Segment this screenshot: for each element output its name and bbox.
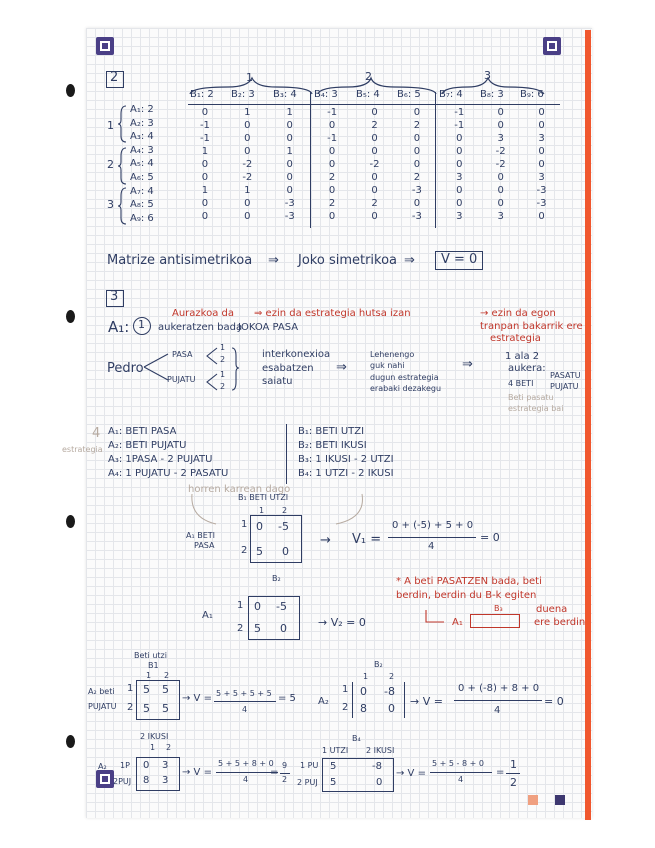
row-index: 1 PU	[300, 761, 319, 770]
red-note: tranpan bakarrik ere	[480, 321, 583, 332]
game-value: V = 0	[441, 252, 478, 267]
matrix-cell: 0	[328, 159, 336, 170]
matrix-cell: 0	[413, 159, 421, 170]
value-result: = 0	[480, 531, 500, 544]
strategy-item: B₁: BETI UTZI	[298, 426, 365, 437]
matrix-cell: 2	[413, 172, 421, 183]
row-label: A₄: 3	[130, 144, 154, 156]
fraction-denominator: 4	[242, 705, 248, 714]
strategy-item: A₁: BETI PASA	[108, 426, 177, 437]
row-group-label: 3	[107, 198, 114, 211]
value-label: → V =	[410, 695, 443, 708]
matrix-row	[184, 184, 562, 197]
section-number: 3	[110, 289, 119, 304]
matrix-cell: 0	[201, 211, 209, 222]
column-index: 2	[282, 506, 288, 515]
row-label: A₉: 6	[130, 212, 154, 224]
matrix-cell: 0	[456, 159, 463, 170]
red-box	[470, 614, 520, 628]
matrix-cell: -2	[242, 159, 253, 170]
matrix-title: Beti utzi	[134, 651, 167, 660]
matrix-row	[184, 171, 562, 184]
faded-note: estrategia bai	[508, 404, 564, 413]
row-index: 1	[237, 600, 244, 611]
matrix-cell: 0	[328, 211, 336, 222]
column-index: 2	[164, 671, 170, 680]
red-note: B₃	[494, 604, 503, 613]
matrix-cell: -3	[284, 198, 295, 209]
brace	[230, 346, 240, 392]
red-note: ⇒ ezin da estrategia hutsa izan	[254, 308, 411, 319]
matrix-cell: -2	[242, 172, 253, 183]
matrix-cell: 0	[244, 146, 251, 157]
matrix-cell: 5	[330, 777, 337, 788]
note-text: PUJATU	[550, 382, 579, 391]
red-note: estrategia	[490, 333, 541, 344]
red-note: berdin, berdin du B-k egiten	[396, 590, 537, 601]
matrix-row	[184, 119, 562, 132]
row-label: A₂: 3	[130, 117, 154, 129]
column-header: B₁: 2	[190, 89, 214, 100]
fraction-denominator: 4	[428, 541, 435, 552]
faded-note: Beti pasatu	[508, 393, 554, 402]
matrix-cell: 0	[254, 600, 261, 613]
matrix-cell: 0	[201, 172, 209, 183]
matrix-title: 2 IKUSI	[140, 732, 169, 741]
note-text: 4 BETI	[508, 379, 534, 388]
matrix-cell: 8	[360, 702, 367, 715]
a-strategies	[108, 427, 228, 483]
fraction-bar	[280, 773, 290, 774]
matrix-cell: 0	[538, 146, 545, 157]
matrix-title: B₁ BETI UTZI	[238, 493, 289, 502]
fraction-denominator: 4	[243, 775, 249, 784]
column-index: 1	[363, 672, 369, 681]
player-name: Pedro	[107, 361, 144, 376]
matrix-cell: -3	[411, 185, 422, 196]
value-result: → V₂ = 0	[318, 616, 366, 629]
matrix-cell: 3	[162, 775, 169, 786]
red-note: * A beti PASATZEN bada, beti	[396, 576, 542, 587]
matrix-side-label: A₂	[98, 762, 107, 771]
matrix-cell: 0	[286, 133, 293, 144]
row-index: 1	[342, 684, 349, 695]
header-rule	[188, 104, 560, 105]
matrix-cell: 0	[538, 120, 545, 131]
matrix-cell: 0	[328, 185, 336, 196]
note-block	[262, 350, 330, 388]
matrix-side-label: PASA	[194, 541, 215, 550]
matrix-cell: 0	[282, 545, 289, 558]
matrix-cell: 1	[201, 146, 209, 157]
matrix-cell: 5	[256, 545, 263, 558]
matrix-cell: -2	[369, 159, 380, 170]
value-label: → V =	[396, 768, 426, 779]
fraction-numerator: 9	[282, 761, 288, 770]
red-note: Aurazkoa da	[172, 308, 235, 319]
matrix-cell: 5	[162, 702, 169, 715]
row-label: A₇: 4	[130, 185, 154, 197]
matrix-cell: -1	[327, 133, 338, 144]
strategy-item: B₄: 1 UTZI - 2 IKUSI	[298, 468, 394, 479]
column-header: B₆: 5	[397, 89, 421, 100]
group-label: 3	[484, 69, 491, 82]
matrix-cell: 0	[371, 185, 378, 196]
matrix-cell: -3	[284, 211, 295, 222]
matrix-cell: 2	[371, 198, 378, 209]
matrix-cell: 0	[413, 133, 421, 144]
fraction-bar	[216, 772, 278, 773]
matrix-cell: 0	[286, 159, 293, 170]
column-header: B₅: 4	[356, 89, 380, 100]
matrix-cell: 0	[328, 146, 336, 157]
note-line: Lehenengo	[370, 350, 415, 359]
note-text: JOKOA PASA	[238, 322, 299, 333]
fraction-denominator: 2	[510, 776, 517, 789]
note-line: interkonexioa	[262, 349, 331, 360]
matrix-cell: -3	[536, 185, 547, 196]
value-result: =	[270, 767, 279, 778]
fraction-numerator: 5 + 5 + 5 + 5	[216, 689, 272, 698]
matrix-cell: 0	[286, 185, 293, 196]
matrix-cell: 0	[456, 185, 463, 196]
column-header: B₂: 3	[231, 89, 255, 100]
column-index: 2	[166, 743, 172, 752]
matrix-cell: 0	[413, 198, 421, 209]
matrix-cell: 0	[280, 622, 287, 635]
matrix-cell: 0	[497, 120, 504, 131]
corner-square-icon	[528, 795, 538, 805]
strategy-item: A₄: 1 PUJATU - 2 PASATU	[108, 468, 229, 479]
card-number: 2	[220, 355, 226, 364]
matrix-cell: 5	[254, 622, 261, 635]
corner-mark-icon	[543, 37, 561, 55]
row-index: 1	[127, 683, 134, 694]
matrix-cell: 0	[244, 198, 251, 209]
matrix-cell: -2	[495, 159, 506, 170]
matrix-side-label: A₂ beti	[88, 687, 115, 696]
matrix-cell: 5	[143, 683, 150, 696]
matrix-cell: 3	[162, 760, 169, 771]
matrix-cell: 8	[143, 775, 150, 786]
corner-square-icon	[555, 795, 565, 805]
red-note: → ezin da egon	[480, 308, 556, 319]
matrix-side-label: PUJATU	[88, 702, 117, 711]
matrix-cell: 0	[388, 702, 395, 715]
branch-label: PASA	[172, 350, 193, 359]
matrix-cell: 3	[456, 172, 463, 183]
matrix-cell: 5	[330, 761, 337, 772]
matrix-cell: 0	[286, 120, 293, 131]
matrix-cell: 0	[538, 159, 545, 170]
b-strategies	[298, 427, 394, 483]
matrix-cell: 0	[201, 107, 209, 118]
matrix-cell: 0	[376, 777, 383, 788]
matrix-title: B₂	[374, 660, 383, 669]
column-header: B₉: 6	[520, 89, 544, 100]
column-header: B₃: 4	[273, 89, 297, 100]
card-number: 1	[220, 370, 226, 379]
matrix-row	[184, 197, 562, 210]
red-note: A₁	[452, 617, 463, 628]
matrix-cell: 0	[538, 211, 545, 222]
fraction-numerator: 0 + (-8) + 8 + 0	[458, 683, 540, 694]
matrix-cell: -5	[278, 520, 289, 533]
matrix-cell: -1	[199, 133, 210, 144]
margin-line	[585, 30, 591, 820]
matrix-cell: 0	[201, 159, 209, 170]
value-label: V₁ =	[352, 532, 382, 547]
note-text: aukera:	[508, 363, 546, 374]
column-headers	[190, 90, 562, 104]
punch-hole	[66, 310, 75, 323]
fraction-bar	[506, 773, 520, 774]
matrix-cell: 1	[286, 146, 293, 157]
strategy-item: A₃: 1PASA - 2 PUJATU	[108, 454, 213, 465]
matrix-cell: 0	[371, 211, 378, 222]
corner-mark-icon	[96, 770, 114, 788]
red-note: ere berdin	[534, 617, 586, 628]
card-number: 1	[220, 343, 226, 352]
matrix-cell: 0	[456, 133, 463, 144]
fraction-numerator: 5 + 5 + 8 + 0	[218, 759, 274, 768]
note-text: PASATU	[550, 371, 581, 380]
matrix-cell: -8	[372, 761, 382, 772]
matrix-side-label: A₁ BETI	[186, 531, 216, 540]
row-label: A₃: 4	[130, 131, 154, 143]
matrix-cell: 0	[256, 520, 263, 533]
matrix-cell: 5	[143, 702, 150, 715]
fraction-numerator: 1	[510, 758, 517, 771]
column-index: 1	[259, 506, 265, 515]
matrix-cell: 0	[371, 172, 378, 183]
matrix-row	[184, 145, 562, 158]
matrix-cell: 3	[538, 133, 545, 144]
matrix-cell: 0	[371, 146, 378, 157]
implies-arrow: ⇒	[462, 357, 473, 372]
row-index: 2	[342, 702, 349, 713]
matrix-cell: 0	[538, 107, 545, 118]
fraction-denominator: 4	[494, 705, 501, 716]
matrix-row	[184, 106, 562, 119]
matrix-row	[184, 210, 562, 223]
matrix-cell: 0	[456, 146, 463, 157]
matrix-cell: 0	[497, 185, 504, 196]
faded-note: 4	[92, 426, 101, 441]
matrix-title: B₄	[352, 734, 361, 743]
circled-number: 1	[138, 318, 145, 331]
row-index: 2	[237, 623, 244, 634]
matrix-cell: 0	[360, 685, 367, 698]
row-label: A₁: 2	[130, 104, 154, 115]
punch-hole	[66, 735, 75, 748]
fraction-bar	[430, 772, 492, 773]
strategy-label: A₁:	[108, 318, 130, 336]
matrix-cell: -5	[276, 600, 287, 613]
matrix-cell: 1	[201, 185, 209, 196]
note-line: erabaki dezakegu	[370, 384, 442, 394]
matrix-row	[184, 132, 562, 145]
matrix-cell: 0	[143, 760, 150, 771]
fraction-bar	[454, 700, 542, 701]
matrix-cell: 0	[456, 198, 463, 209]
card-number: 2	[220, 382, 226, 391]
matrix-cell: 2	[328, 172, 336, 183]
matrix-cell: 0	[201, 198, 209, 209]
note-text: aukeratzen bada	[158, 322, 243, 333]
row-index: 1	[241, 519, 248, 530]
matrix-cell: 1	[244, 107, 251, 118]
branch-label: PUJATU	[167, 375, 196, 384]
column-header: B₇: 4	[439, 89, 463, 100]
red-note-block	[396, 577, 567, 616]
matrix-title: B₂	[272, 574, 281, 583]
matrix-side-label: A₁	[202, 610, 213, 621]
matrix-cell: 1	[286, 107, 293, 118]
fraction-denominator: 2	[282, 775, 288, 784]
fraction-numerator: 5 + 5 - 8 + 0	[432, 759, 484, 768]
row-braces	[118, 104, 128, 232]
punch-hole	[66, 515, 75, 528]
strategy-item: B₃: 1 IKUSI - 2 UTZI	[298, 454, 394, 465]
matrix-cell: 3	[456, 211, 463, 222]
matrix-cell: 2	[413, 120, 421, 131]
row-index: 2PUJ	[113, 777, 132, 786]
note-text: 1 ala 2	[505, 351, 540, 362]
value-label: → V =	[182, 767, 212, 778]
value-result: =	[496, 767, 505, 778]
row-labels	[130, 105, 170, 227]
matrix-cell: 0	[328, 120, 336, 131]
group-label: 2	[365, 70, 372, 83]
row-group-label: 2	[107, 158, 114, 171]
matrix-cell: 0	[497, 198, 504, 209]
column-index: 1	[150, 743, 156, 752]
red-arrow	[424, 610, 448, 626]
column-index: 2	[389, 672, 395, 681]
conclusion-text: Joko simetrikoa	[298, 253, 398, 268]
row-label: A₈: 5	[130, 199, 154, 211]
matrix-cell: 0	[371, 107, 378, 118]
column-label: 1 UTZI	[322, 746, 349, 755]
column-header: B₈: 3	[480, 89, 504, 100]
matrix-cell: 0	[244, 133, 251, 144]
matrix-cell: 0	[497, 172, 504, 183]
note-block	[370, 351, 441, 394]
column-index: 1	[146, 671, 152, 680]
matrix-row	[184, 158, 562, 171]
arrow: →	[320, 533, 331, 548]
note-line: esabatzen	[262, 362, 314, 374]
matrix-cell: 3	[538, 172, 545, 183]
note-line: dugun estrategia	[370, 372, 439, 382]
implies-arrow: ⇒	[268, 253, 279, 268]
matrix-cell: 5	[162, 683, 169, 696]
row-label: A₆: 5	[130, 171, 154, 183]
payoff-matrix	[184, 106, 562, 223]
fraction-denominator: 4	[458, 775, 464, 784]
matrix-cell: -1	[454, 107, 465, 118]
matrix-cell: 2	[371, 120, 378, 131]
column-header: B₄: 3	[314, 89, 338, 100]
matrix-cell: -8	[384, 685, 395, 698]
strategy-divider	[286, 424, 287, 484]
matrix-cell: 0	[244, 120, 251, 131]
row-index: 2	[127, 702, 134, 713]
section-number: 2	[110, 70, 119, 85]
matrix-cell: -1	[199, 120, 210, 131]
matrix-cell: 0	[371, 133, 378, 144]
value-result: = 5	[278, 693, 296, 704]
row-index: 2	[241, 545, 248, 556]
faded-note: horren karrean dago	[188, 484, 291, 495]
column-label: 2 IKUSI	[366, 746, 395, 755]
matrix-cell: -2	[495, 146, 506, 157]
matrix-cell: -3	[536, 198, 547, 209]
fraction-numerator: 0 + (-5) + 5 + 0	[392, 520, 474, 531]
corner-mark-icon	[96, 37, 114, 55]
matrix-cell: -1	[327, 107, 338, 118]
row-label: A₅: 4	[130, 158, 154, 170]
strategy-item: B₂: BETI IKUSI	[298, 440, 367, 451]
value-label: → V =	[182, 693, 212, 704]
matrix-cell: 3	[497, 133, 504, 144]
strategy-item: A₂: BETI PUJATU	[108, 440, 187, 451]
matrix-bracket	[352, 682, 353, 718]
matrix-cell: 0	[286, 172, 293, 183]
fraction-bar	[388, 537, 476, 538]
conclusion-text: Matrize antisimetrikoa	[107, 253, 253, 268]
red-note: duena	[536, 604, 568, 615]
matrix-cell: 0	[244, 211, 251, 222]
matrix-title: B1	[148, 661, 159, 670]
row-index: 1P	[120, 761, 130, 770]
matrix-cell: 3	[497, 211, 504, 222]
matrix-cell: 2	[328, 198, 336, 209]
matrix-cell: 0	[497, 107, 504, 118]
matrix-bracket	[404, 682, 405, 718]
implies-arrow: ⇒	[404, 253, 415, 268]
matrix-cell: 0	[413, 107, 421, 118]
matrix-cell: -3	[411, 211, 422, 222]
matrix-cell: 0	[413, 146, 421, 157]
matrix-side-label: A₂	[318, 696, 329, 707]
note-line: saiatu	[262, 376, 293, 387]
matrix-cell: 1	[244, 185, 251, 196]
punch-hole	[66, 84, 75, 97]
value-result: = 0	[544, 695, 564, 708]
group-label: 1	[246, 71, 253, 84]
matrix-cell: -1	[454, 120, 465, 131]
row-index: 2 PUJ	[297, 778, 318, 787]
note-line: guk nahi	[370, 361, 405, 371]
implies-arrow: ⇒	[336, 360, 347, 375]
fraction-bar	[214, 701, 276, 702]
row-group-label: 1	[107, 119, 114, 132]
faded-note: estrategia	[62, 445, 103, 454]
